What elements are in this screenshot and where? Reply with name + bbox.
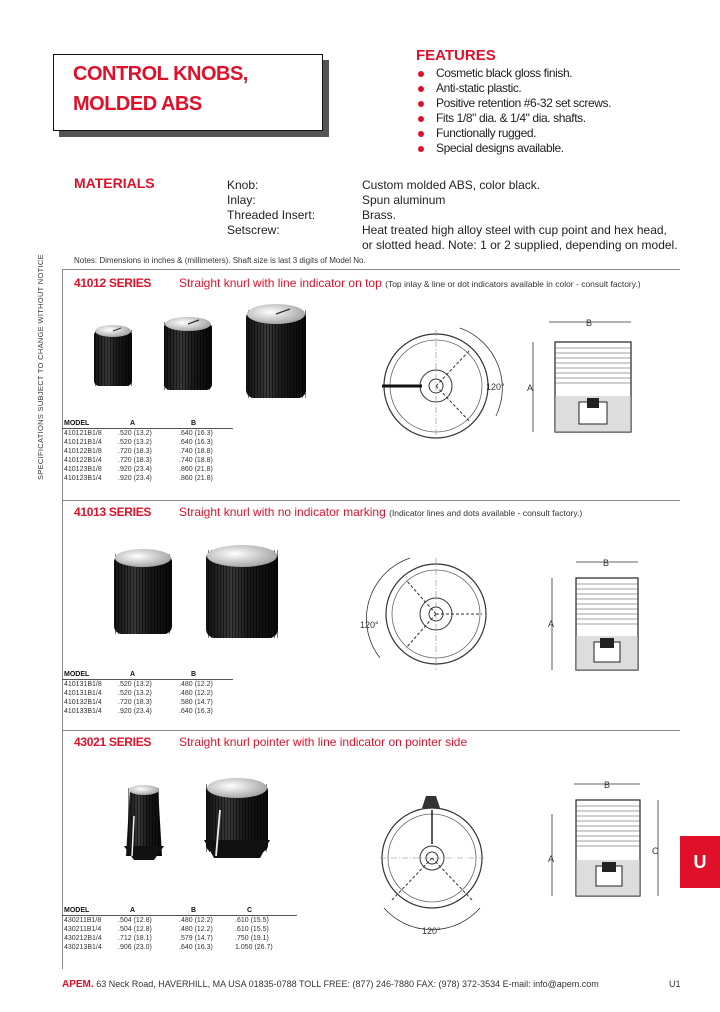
materials-heading: MATERIALS bbox=[74, 175, 155, 191]
table-row: 410131B1/4 .520 (13.2) .480 (12.2) bbox=[64, 690, 213, 697]
column-header: C bbox=[233, 906, 297, 916]
spec-table-41012 bbox=[62, 419, 233, 483]
pointer-knob-large bbox=[204, 778, 270, 858]
series-description: Straight knurl pointer with line indicator on pointer side bbox=[179, 735, 468, 749]
svg-text:A: A bbox=[527, 383, 534, 393]
series-description: Straight knurl with no indicator marking (Indicator lines and dots available - consult factory.) bbox=[179, 505, 583, 519]
column-header: B bbox=[177, 670, 233, 680]
svg-text:A: A bbox=[548, 619, 555, 629]
pointer-knob-small bbox=[124, 785, 164, 860]
side-note: SPECIFICATIONS SUBJECT TO CHANGE WITHOUT NOTICE bbox=[36, 254, 45, 480]
table-row: 410121B1/8 .520 (13.2) .640 (16.3) bbox=[64, 430, 213, 437]
bullet-icon bbox=[418, 116, 424, 122]
bullet-icon bbox=[418, 71, 424, 77]
table-row: 430212B1/4 .712 (18.1) .579 (14.7) .750 (19.1) bbox=[64, 935, 269, 942]
svg-text:B: B bbox=[585, 318, 593, 328]
bullet-icon bbox=[418, 131, 424, 137]
material-value: Heat treated high alloy steel with cup point and hex head, bbox=[362, 223, 667, 237]
series-title: 43021 SERIES bbox=[74, 735, 152, 749]
top-view-drawing-41013 bbox=[350, 548, 510, 678]
table-row: 430211B1/8 .504 (12.8) .480 (12.2) .610 (15.5) bbox=[64, 917, 269, 924]
knob-photos-41013 bbox=[100, 536, 300, 656]
section-divider bbox=[62, 500, 680, 501]
knob-photos-41012 bbox=[80, 300, 310, 410]
footer bbox=[62, 979, 599, 990]
side-view-drawing-43021 bbox=[540, 774, 665, 904]
feature-item: Functionally rugged. bbox=[418, 126, 536, 140]
section-tab: U bbox=[680, 836, 720, 888]
column-header: A bbox=[116, 670, 177, 680]
title-line-1: CONTROL KNOBS, bbox=[73, 63, 248, 85]
svg-text:B: B bbox=[603, 780, 611, 790]
brand-name: APEM. bbox=[62, 979, 94, 990]
column-header: A bbox=[116, 906, 177, 916]
material-label: Threaded Insert: bbox=[227, 208, 316, 222]
feature-item: Anti-static plastic. bbox=[418, 81, 521, 95]
top-view-drawing-41012 bbox=[360, 320, 520, 440]
feature-item: Positive retention #6-32 set screws. bbox=[418, 96, 611, 110]
material-label: Knob: bbox=[227, 178, 259, 192]
features-heading: FEATURES bbox=[416, 47, 496, 64]
top-view-drawing-43021 bbox=[370, 790, 510, 938]
table-row: 410132B1/4 .720 (18.3) .580 (14.7) bbox=[64, 699, 213, 706]
section-divider bbox=[62, 269, 680, 270]
bullet-icon bbox=[418, 101, 424, 107]
material-value: or slotted head. Note: 1 or 2 supplied, depending on model. bbox=[362, 238, 678, 252]
bullet-icon bbox=[418, 86, 424, 92]
material-value: Spun aluminum bbox=[362, 193, 446, 207]
knob-medium bbox=[164, 317, 212, 390]
series-description: Straight knurl with line indicator on top (Top inlay & line or dot indicators available in color - consult factory.) bbox=[179, 276, 641, 290]
material-value: Brass. bbox=[362, 208, 397, 222]
bullet-icon bbox=[418, 146, 424, 152]
material-label: Inlay: bbox=[227, 193, 256, 207]
table-row: 410131B1/8 .520 (13.2) .480 (12.2) bbox=[64, 681, 213, 688]
column-header: MODEL bbox=[62, 670, 116, 680]
column-header: B bbox=[177, 419, 233, 429]
column-header: A bbox=[116, 419, 177, 429]
side-view-drawing-41012 bbox=[525, 312, 640, 442]
knob-small bbox=[94, 325, 132, 386]
table-row: 430211B1/4 .504 (12.8) .480 (12.2) .610 (15.5) bbox=[64, 926, 269, 933]
footer-contact: 63 Neck Road, HAVERHILL, MA USA 01835-0788 TOLL FREE: (877) 246-7880 FAX: (978) 372-3534 E-mail: info@apem.com bbox=[96, 979, 599, 989]
table-row: 410133B1/4 .920 (23.4) .640 (16.3) bbox=[64, 708, 213, 715]
knob-large bbox=[206, 545, 278, 638]
section-border bbox=[62, 269, 63, 969]
column-header: MODEL bbox=[62, 906, 116, 916]
page-number: U1 bbox=[669, 979, 681, 989]
title-box bbox=[53, 54, 323, 131]
side-view-drawing-41013 bbox=[540, 552, 645, 677]
svg-text:B: B bbox=[602, 558, 610, 568]
table-row: 410123B1/8 .920 (23.4) .860 (21.8) bbox=[64, 466, 213, 473]
table-row: 410122B1/4 .720 (18.3) .740 (18.8) bbox=[64, 457, 213, 464]
spec-table-41013 bbox=[62, 670, 233, 716]
svg-text:120°: 120° bbox=[486, 382, 505, 392]
table-row: 410123B1/4 .920 (23.4) .860 (21.8) bbox=[64, 475, 213, 482]
series-title: 41013 SERIES bbox=[74, 505, 152, 519]
column-header: MODEL bbox=[62, 419, 116, 429]
table-row: 430213B1/4 .906 (23.0) .640 (16.3) 1.050 (26.7) bbox=[64, 944, 273, 951]
knob-photos-43021 bbox=[110, 776, 290, 866]
series-title: 41012 SERIES bbox=[74, 276, 152, 290]
section-divider bbox=[62, 730, 680, 731]
title-line-2: MOLDED ABS bbox=[73, 93, 202, 115]
dimension-note: Notes: Dimensions in inches & (millimeters). Shaft size is last 3 digits of Model No. bbox=[74, 256, 366, 265]
svg-text:120°: 120° bbox=[422, 926, 441, 936]
table-row: 410122B1/8 .720 (18.3) .740 (18.8) bbox=[64, 448, 213, 455]
knob-medium bbox=[114, 549, 172, 634]
svg-text:120°: 120° bbox=[360, 620, 379, 630]
feature-item: Cosmetic black gloss finish. bbox=[418, 66, 572, 80]
feature-item: Fits 1/8" dia. & 1/4" dia. shafts. bbox=[418, 111, 586, 125]
material-label: Setscrew: bbox=[227, 223, 280, 237]
knob-large bbox=[246, 304, 306, 398]
svg-text:C: C bbox=[652, 846, 659, 856]
spec-table-43021 bbox=[62, 906, 297, 952]
column-header: B bbox=[177, 906, 233, 916]
svg-text:A: A bbox=[548, 854, 555, 864]
table-row: 410121B1/4 .520 (13.2) .640 (16.3) bbox=[64, 439, 213, 446]
feature-item: Special designs available. bbox=[418, 141, 564, 155]
material-value: Custom molded ABS, color black. bbox=[362, 178, 541, 192]
